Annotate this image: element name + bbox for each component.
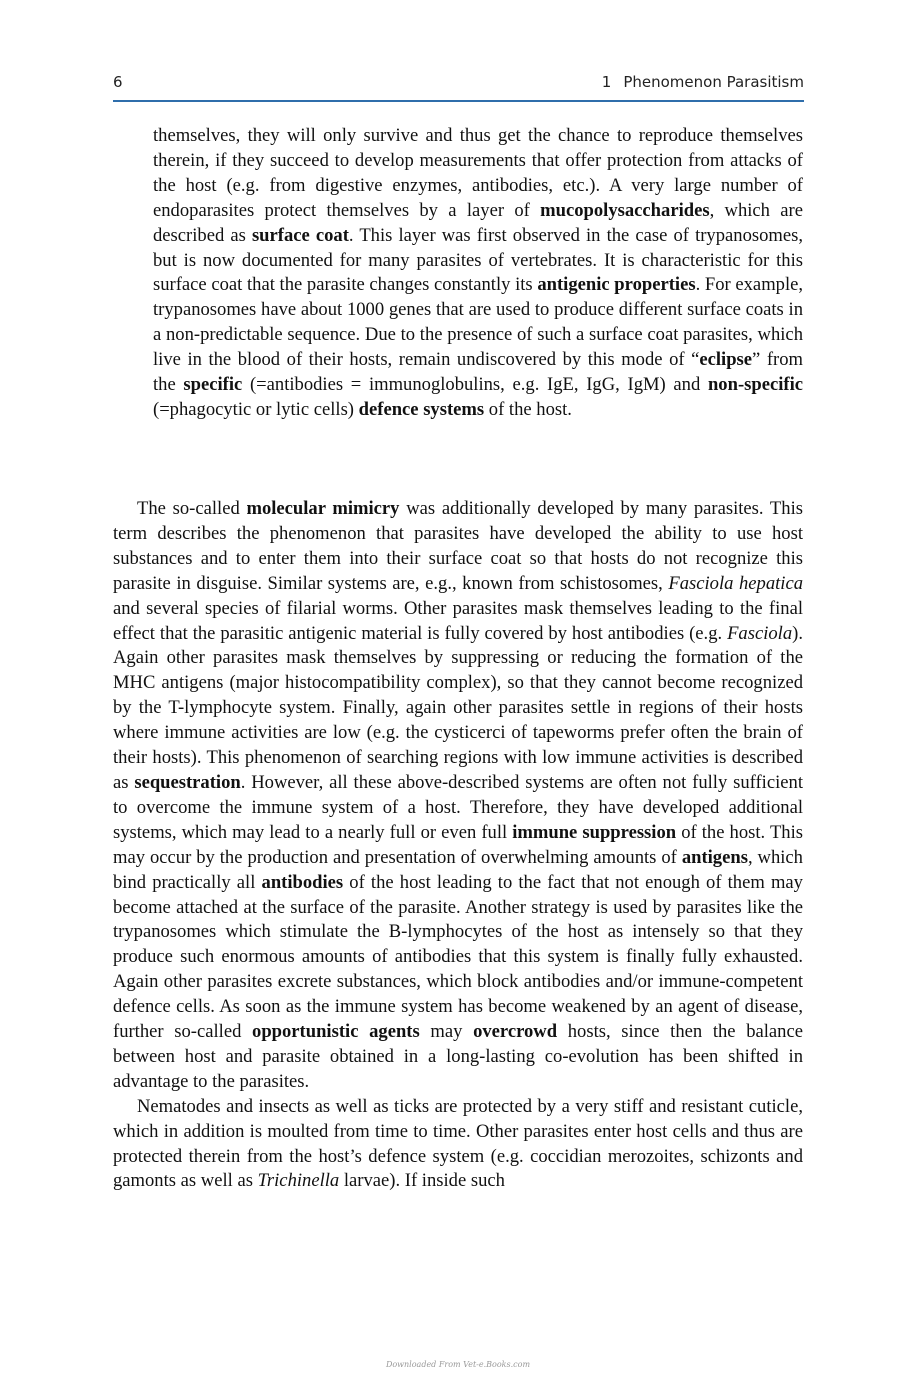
text-run: , which are described as	[153, 199, 803, 246]
paragraph-cuticle	[113, 1095, 803, 1195]
indented-paragraph	[153, 124, 803, 423]
running-header	[113, 70, 804, 102]
paragraph-molecular-mimicry	[113, 497, 803, 1095]
bold-term: antibodies	[261, 871, 344, 893]
bold-term: immune suppression	[512, 821, 677, 843]
text-run: , which bind practically all	[113, 846, 803, 893]
indented-block	[153, 124, 803, 423]
text-run: larvae). If inside such	[339, 1170, 505, 1192]
bold-term: specific	[183, 374, 243, 396]
bold-term: mucopolysaccharides	[540, 199, 710, 221]
italic-term: Trichinella	[257, 1170, 340, 1192]
italic-term: Fasciola	[727, 622, 793, 644]
bold-term: eclipse	[699, 349, 753, 371]
running-title	[602, 73, 804, 91]
text-run: . For example, trypanosomes have about 1000 genes that are used to produce different surface coats in a non-predictable sequence. Due to the presence of such a surface coat parasites, which live in the blood of their hosts, remain undiscovered by this mode of “	[153, 274, 804, 371]
bold-term: antigenic properties	[537, 274, 696, 296]
text-run: Nematodes and insects as well as ticks are protected by a very stiff and resistant cuticle, which in addition is moulted from time to time. Other parasites enter host cells and thus are protected therein from the host’s defence system (e.g. coccidian merozoites, schizonts and gamonts as well as	[113, 1095, 803, 1192]
chapter-title: Phenomenon Parasitism	[623, 73, 804, 91]
text-run: themselves, they will only survive and thus get the chance to reproduce themselves therein, if they succeed to develop measurements that offer protection from attacks of the host (e.g. from digestive enzymes, antibodies, etc.). A very large number of endoparasites protect themselves by a layer of	[153, 125, 803, 221]
text-run: (=phagocytic or lytic cells)	[153, 398, 359, 420]
text-run: was additionally developed by many parasites. This term describes the phenomenon that parasites have developed the ability to use host substances and to enter them into their surface coat so that hosts do not recognize this parasite in disguise. Similar systems are, e.g., known from schistosomes,	[113, 498, 803, 594]
bold-term: surface coat	[251, 224, 349, 246]
page-number: 6	[113, 73, 123, 91]
bold-term: defence systems	[358, 398, 485, 420]
text-run: of the host. This may occur by the production and presentation of overwhelming amounts of	[113, 821, 803, 868]
text-run: ). Again other parasites mask themselves by suppressing or reducing the formation of the MHC antigens (major histocompatibility complex), so that they cannot become recognized by the T-lymphocyte system. Finally, again other parasites settle in regions of their hosts where immune activities are low (e.g. the cysticerci of tapeworms prefer often the brain of their hosts). This phenomenon of searching regions with low immune activities is described as	[113, 622, 803, 793]
bold-term: antigens	[681, 846, 748, 868]
text-run: ” from the	[153, 349, 804, 396]
bold-term: sequestration	[134, 771, 241, 793]
bold-term: non-specific	[707, 374, 803, 396]
bold-term: opportunistic agents	[252, 1021, 420, 1043]
text-run: . However, all these above-described systems are often not fully sufficient to overcome the immune system of a host. Therefore, they have developed additional systems, which may lead to a nearly full or even full	[113, 771, 803, 843]
text-run: may	[419, 1021, 474, 1043]
text-run: hosts, since then the balance between host and parasite obtained in a long-lasting co-evolution has been shifted in advantage to the parasites.	[113, 1021, 803, 1092]
text-run: (=antibodies = immunoglobulins, e.g. IgE, IgG, IgM) and	[242, 374, 708, 396]
bold-term: molecular mimicry	[246, 498, 400, 519]
chapter-number: 1	[601, 73, 612, 91]
main-text	[113, 497, 803, 1194]
text-run: The so-called	[137, 498, 247, 519]
text-run: . This layer was first observed in the case of trypanosomes, but is now documented for many parasites of vertebrates. It is characteristic for this surface coat that the parasite changes constantly its	[153, 224, 803, 296]
text-run: of the host.	[484, 398, 572, 420]
download-watermark: Downloaded From Vet-e.Books.com	[385, 1360, 531, 1369]
text-run: and several species of filarial worms. Other parasites mask themselves leading to the final effect that the parasitic antigenic material is fully covered by host antibodies (e.g.	[113, 597, 803, 644]
italic-term: Fasciola hepatica	[668, 572, 803, 594]
bold-term: overcrowd	[473, 1021, 558, 1043]
text-run: of the host leading to the fact that not enough of them may become attached at the surface of the parasite. Another strategy is used by parasites like the trypanosomes which stimulate the B-lymphocytes of the host as intensely so that they produce such enormous amounts of antibodies that this system is finally fully exhausted. Again other parasites excrete substances, which block antibodies and/or immune-competent defence cells. As soon as the immune system has become weakened by an agent of disease, further so-called	[113, 871, 803, 1043]
